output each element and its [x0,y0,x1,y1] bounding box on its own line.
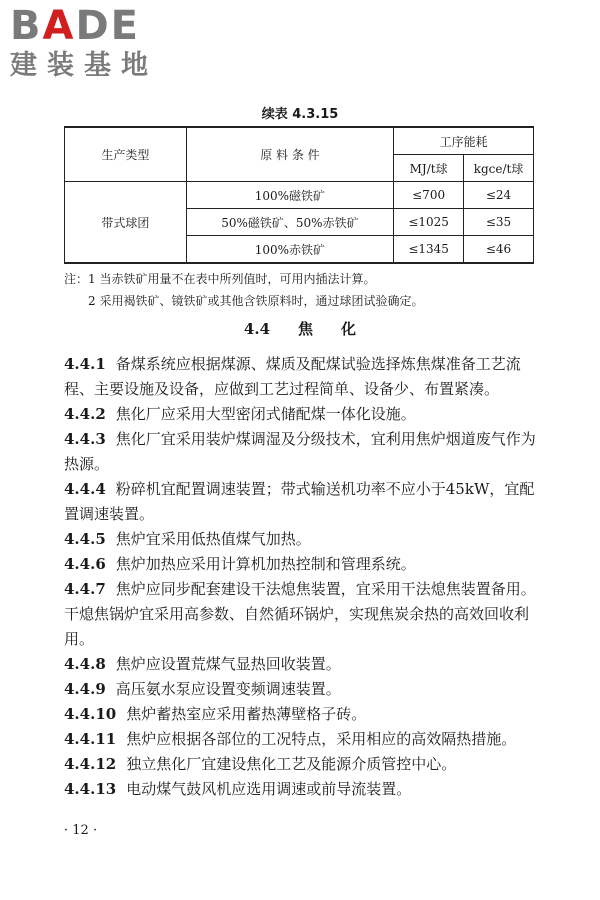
clause [64,527,538,552]
header-unit-mj: MJ/t球 [394,155,464,182]
clause-text: 焦炉加热应采用计算机加热控制和管理系统。 [115,555,416,573]
cell-mj: ≤1345 [394,236,464,264]
clause [64,777,538,802]
clause-text: 独立焦化厂宜建设焦化工艺及能源介质管控中心。 [126,755,457,773]
table-notes [64,268,544,312]
clause [64,677,538,702]
clause-number: 4.4.3 [64,430,106,448]
header-material-conditions: 原 料 条 件 [186,127,393,182]
clause-number: 4.4.8 [64,655,106,673]
cell-material: 100%磁铁矿 [186,182,393,209]
energy-table [64,126,534,264]
clause [64,352,538,402]
note-1: 注：1 当赤铁矿用量不在表中所列值时，可用内插法计算。 [64,272,376,286]
header-unit-kgce: kgce/t球 [464,155,534,182]
clause-text: 焦炉应根据各部位的工况特点，采用相应的高效隔热措施。 [126,730,517,748]
clause [64,427,538,477]
section-heading [0,318,600,339]
cell-mj: ≤700 [394,182,464,209]
note-2: 2 采用褐铁矿、镜铁矿或其他含铁原料时，通过球团试验确定。 [88,294,424,308]
cell-production-type: 带式球团 [65,182,187,264]
clause-text: 电动煤气鼓风机应选用调速或前导流装置。 [126,780,412,798]
clause-text: 焦炉应同步配套建设干法熄焦装置，宜采用干法熄焦装置备用。干熄焦锅炉宜采用高参数、自然循环锅炉，实现焦炭余热的高效回收利用。 [64,580,536,648]
clause-text: 焦炉应设置荒煤气显热回收装置。 [115,655,341,673]
clause [64,577,538,652]
table-caption: 续表 4.3.15 [261,107,339,122]
clause-number: 4.4.2 [64,405,106,423]
brand-logo [10,4,185,82]
clause-list [64,352,538,802]
clause-text: 焦化厂宜采用装炉煤调湿及分级技术，宜利用焦炉烟道废气作为热源。 [64,430,536,473]
clause [64,752,538,777]
cell-kgce: ≤46 [464,236,534,264]
clause-text: 焦化厂应采用大型密闭式储配煤一体化设施。 [115,405,416,423]
clause-number: 4.4.13 [64,780,117,798]
cell-material: 100%赤铁矿 [186,236,393,264]
clause [64,552,538,577]
cell-kgce: ≤35 [464,209,534,236]
logo-letter-a: A [42,3,76,49]
page-number: · 12 · [64,823,98,838]
clause-number: 4.4.10 [64,705,117,723]
clause-number: 4.4.5 [64,530,106,548]
clause-number: 4.4.4 [64,480,106,498]
clause-text: 备煤系统应根据煤源、煤质及配煤试验选择炼焦煤准备工艺流程、主要设施及设备，应做到工艺过程简单、设备少、布置紧凑。 [64,355,521,398]
logo-wordmark [10,4,185,48]
cell-material: 50%磁铁矿、50%赤铁矿 [186,209,393,236]
clause [64,727,538,752]
header-energy-group: 工序能耗 [394,127,534,155]
clause-number: 4.4.9 [64,680,106,698]
clause-number: 4.4.12 [64,755,117,773]
clause-text: 焦炉蓄热室应采用蓄热薄壁格子砖。 [126,705,367,723]
section-number: 4.4 [243,320,271,338]
section-title-char-1: 焦 [298,320,314,338]
logo-letters-de: DE [75,3,140,49]
clause-number: 4.4.1 [64,355,106,373]
clause-text: 粉碎机宜配置调速装置；带式输送机功率不应小于45kW，宜配置调速装置。 [64,480,535,523]
cell-mj: ≤1025 [394,209,464,236]
logo-subtitle: 建装基地 [10,50,158,81]
cell-kgce: ≤24 [464,182,534,209]
clause-number: 4.4.7 [64,580,106,598]
section-title-char-2: 化 [341,320,357,338]
clause [64,477,538,527]
clause-number: 4.4.11 [64,730,117,748]
clause [64,702,538,727]
clause-text: 高压氨水泵应设置变频调速装置。 [115,680,341,698]
table-row [65,182,534,209]
logo-letter-b: B [10,3,43,49]
clause-text: 焦炉宜采用低热值煤气加热。 [115,530,311,548]
clause [64,402,538,427]
header-production-type: 生产类型 [65,127,187,182]
clause [64,652,538,677]
clause-number: 4.4.6 [64,555,106,573]
